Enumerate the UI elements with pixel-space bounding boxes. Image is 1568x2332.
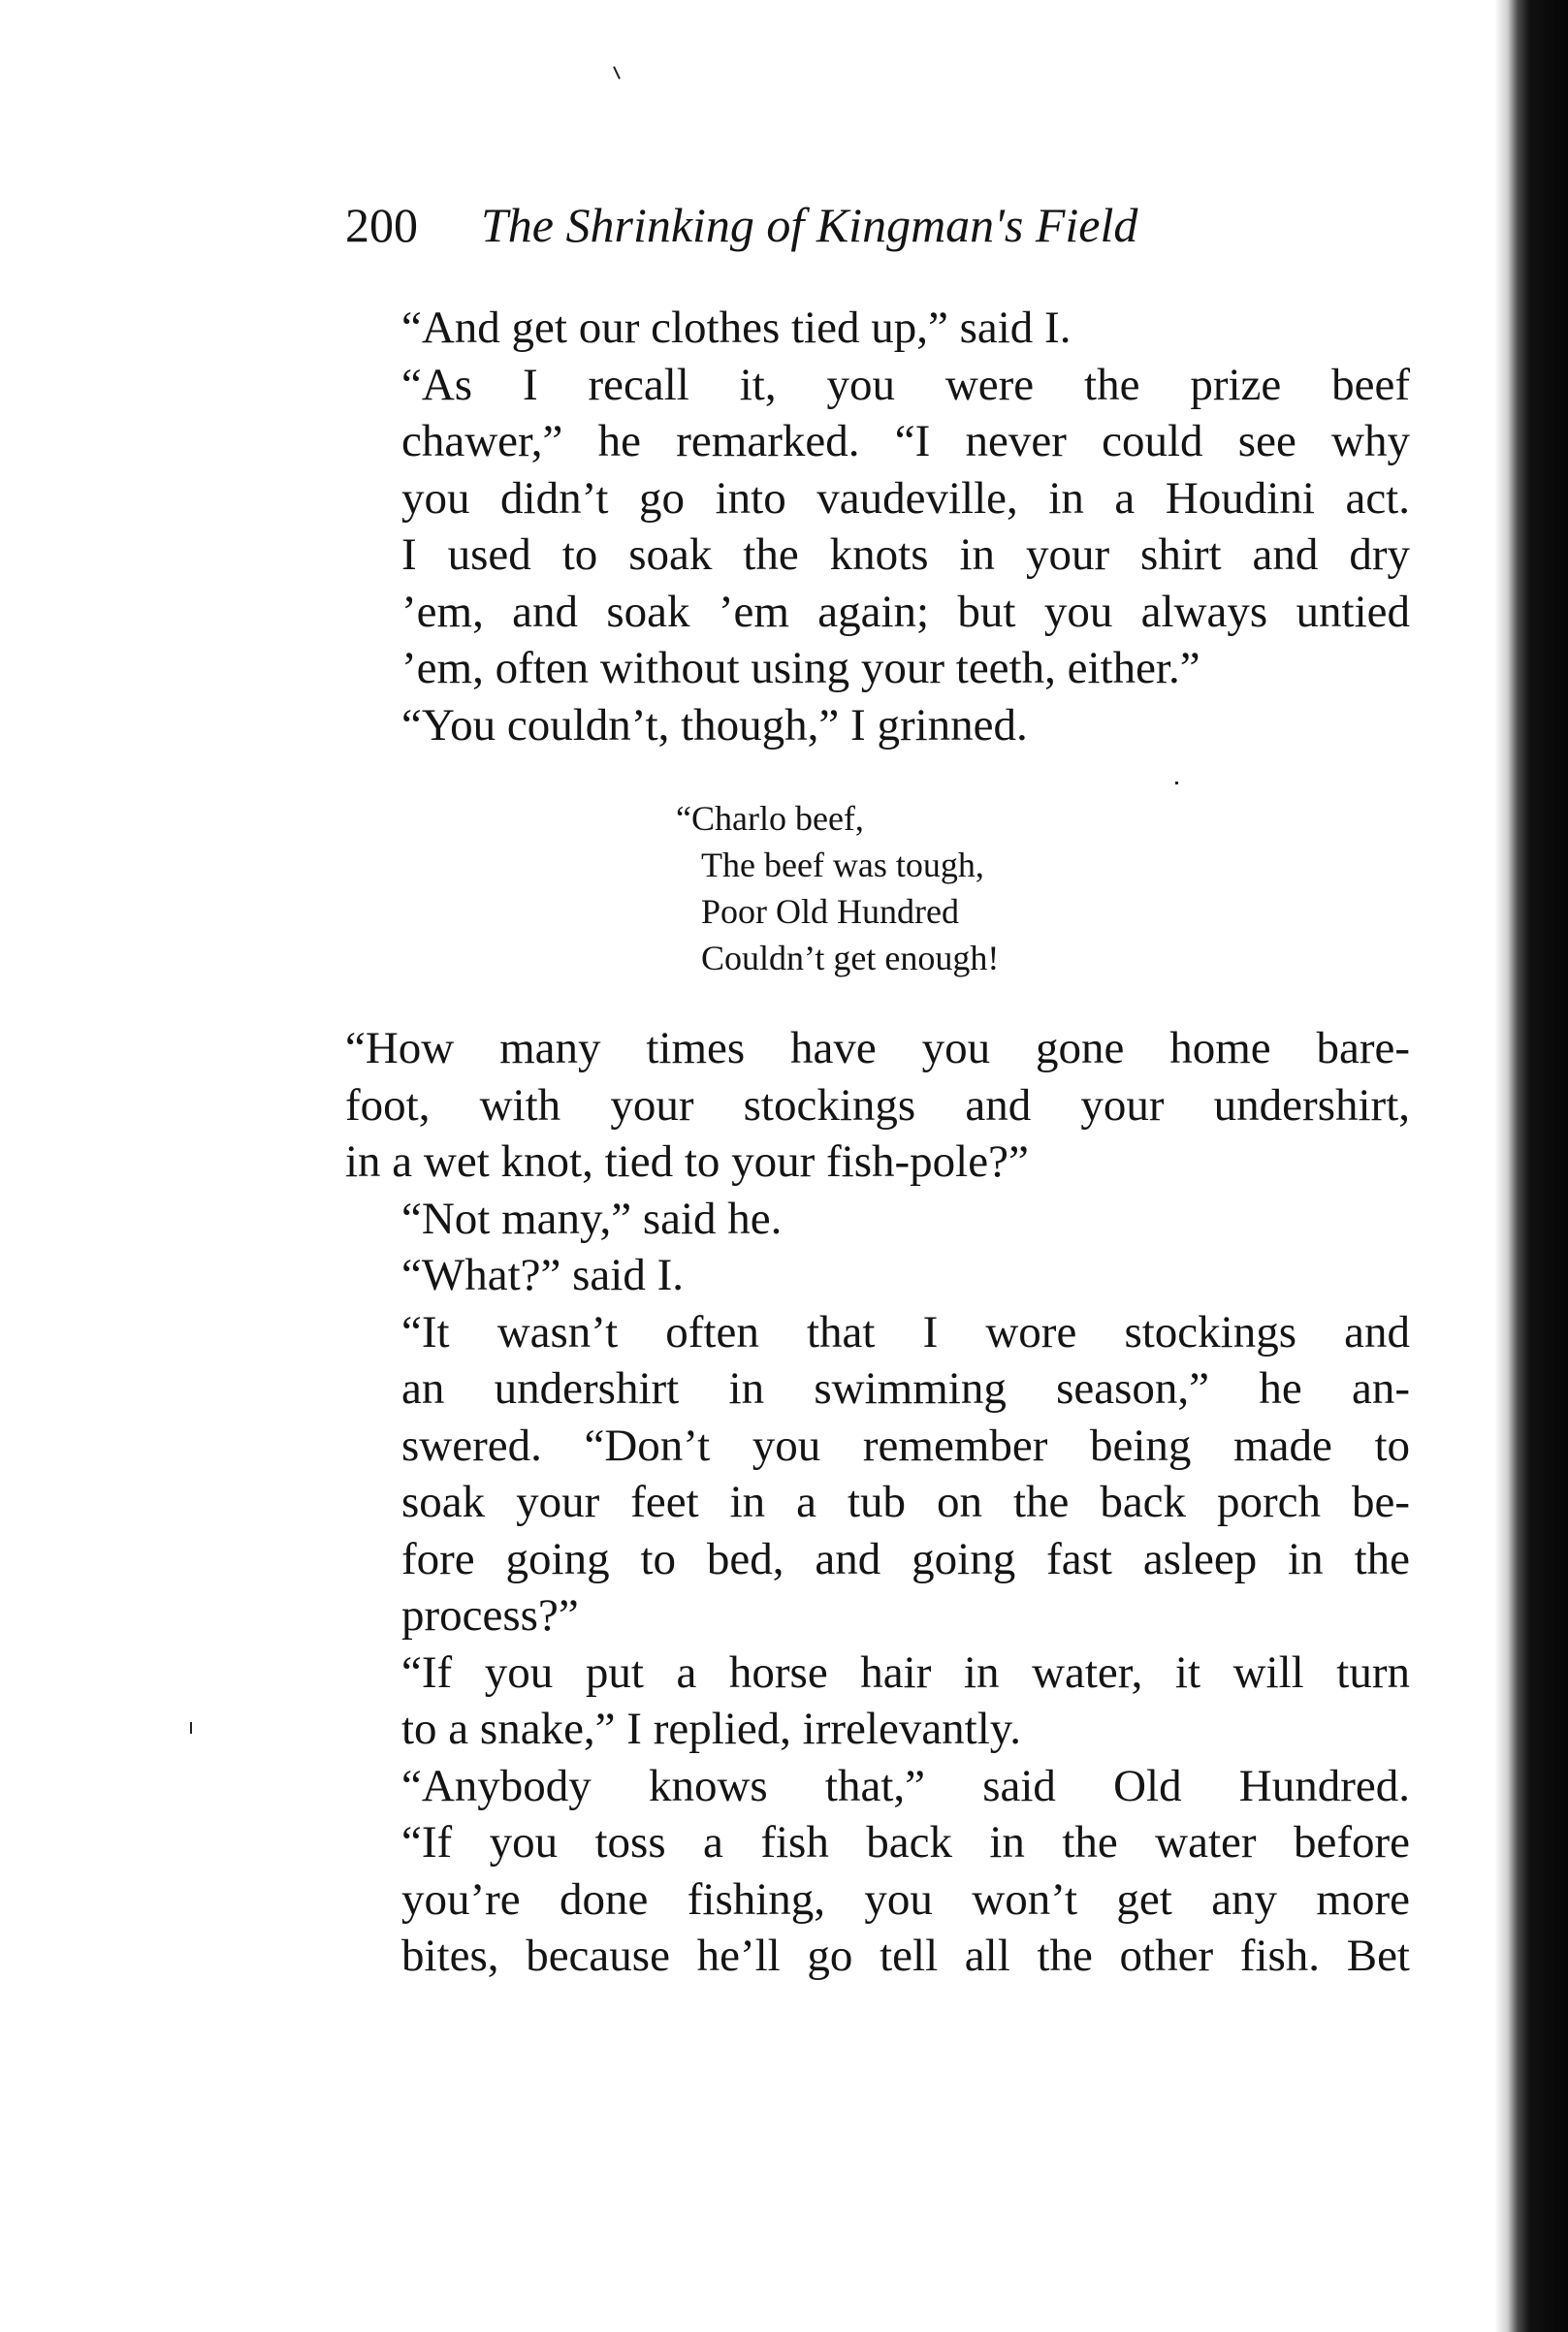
text-line: ’em, and soak ’em again; but you always untied bbox=[401, 586, 1410, 637]
text-line: fore going to bed, and going fast asleep in the bbox=[401, 1533, 1410, 1584]
paragraph bbox=[345, 1020, 1410, 1191]
text-line: in a wet knot, tied to your fish-pole?” bbox=[345, 1136, 1029, 1187]
page-edge-shadow bbox=[1494, 0, 1568, 2332]
text-line: to a snake,” I replied, irrelevantly. bbox=[401, 1704, 1021, 1754]
paragraph bbox=[345, 300, 1410, 357]
verse-line: The beef was tough, bbox=[701, 846, 984, 884]
verse-line: Couldn’t get enough! bbox=[701, 939, 1000, 977]
text-line: “And get our clothes tied up,” said I. bbox=[401, 303, 1072, 353]
text-line: process?” bbox=[401, 1590, 579, 1641]
paragraph bbox=[345, 1247, 1410, 1304]
paragraph bbox=[345, 1304, 1410, 1645]
text-line: “If you put a horse hair in water, it will turn bbox=[401, 1646, 1410, 1698]
paragraph bbox=[345, 357, 1410, 697]
text-line: I used to soak the knots in your shirt and dry bbox=[401, 529, 1410, 580]
ink-speck bbox=[613, 66, 621, 80]
text-line: “As I recall it, you were the prize beef bbox=[401, 359, 1410, 410]
text-line: you’re done fishing, you won’t get any more bbox=[401, 1873, 1410, 1925]
ink-speck bbox=[1175, 782, 1178, 784]
text-line: “How many times have you gone home bare- bbox=[345, 1023, 1410, 1073]
paragraph bbox=[345, 1191, 1410, 1248]
prose-block-lower bbox=[345, 1020, 1410, 1985]
paragraph bbox=[345, 1645, 1410, 1758]
text-line: ’em, often without using your teeth, either.” bbox=[401, 643, 1200, 693]
text-line: soak your feet in a tub on the back porch be- bbox=[401, 1477, 1410, 1527]
text-line: “Anybody knows that,” said Old Hundred. bbox=[401, 1760, 1410, 1811]
paragraph bbox=[345, 697, 1410, 754]
text-line: “What?” said I. bbox=[401, 1250, 684, 1300]
text-line: you didn’t go into vaudeville, in a Houdini act. bbox=[401, 472, 1410, 524]
prose-block-upper bbox=[345, 300, 1410, 753]
text-line: swered. “Don’t you remember being made to bbox=[401, 1420, 1410, 1471]
verse-quotation bbox=[676, 795, 1219, 981]
verse-line: “Charlo beef, bbox=[676, 799, 864, 838]
running-title: The Shrinking of Kingman's Field bbox=[481, 198, 1138, 252]
text-line: “You couldn’t, though,” I grinned. bbox=[401, 699, 1028, 751]
text-line: “Not many,” said he. bbox=[401, 1193, 783, 1244]
verse-line: Poor Old Hundred bbox=[701, 892, 959, 931]
text-line: “It wasn’t often that I wore stockings and bbox=[401, 1306, 1410, 1358]
text-line: foot, with your stockings and your undershirt, bbox=[345, 1079, 1410, 1131]
page-number: 200 bbox=[345, 198, 418, 252]
paragraph bbox=[345, 1758, 1410, 1985]
text-line: bites, because he’ll go tell all the other fish. Bet bbox=[401, 1931, 1410, 1981]
text-line: chawer,” he remarked. “I never could see why bbox=[401, 416, 1410, 466]
text-line: an undershirt in swimming season,” he an- bbox=[401, 1363, 1410, 1414]
text-line: “If you toss a fish back in the water before bbox=[401, 1817, 1410, 1868]
ink-speck bbox=[190, 1722, 192, 1734]
running-head bbox=[345, 190, 1412, 260]
